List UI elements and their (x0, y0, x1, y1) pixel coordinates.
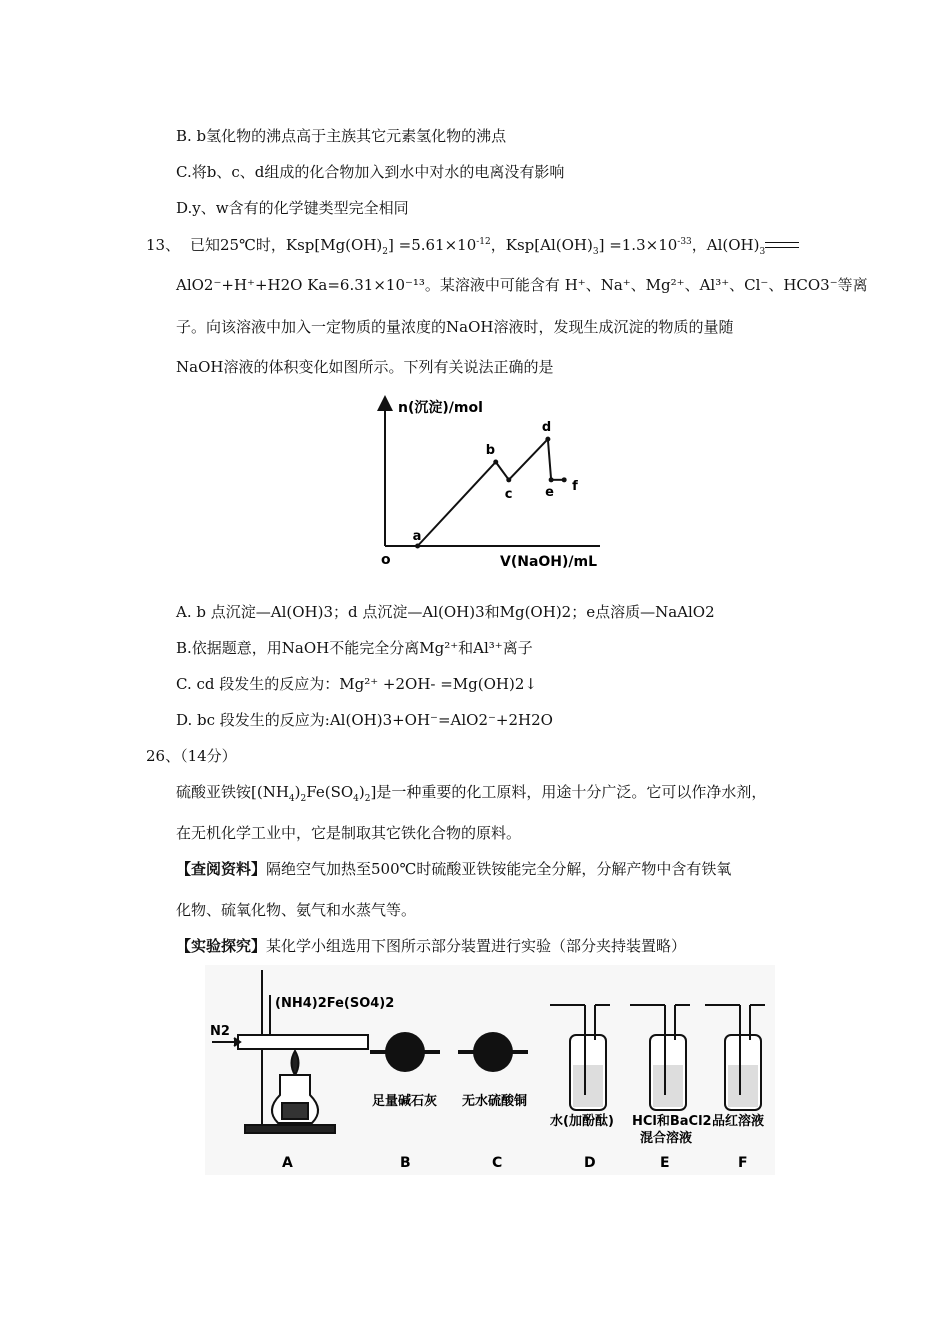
q12-option-c: C.将b、c、d组成的化合物加入到水中对水的电离没有影响 (176, 163, 565, 181)
origin-label: o (381, 552, 391, 568)
q12-option-b: B. b氢化物的沸点高于主族其它元素氢化物的沸点 (176, 127, 507, 145)
q13-line1: 已知25℃时，$Ksp[Mg(OH)_2] =5.61\times 10^{-12}$，$Ksp[Al(OH)_3] =1.3\times 10^{-33}$，$Al(OH)_3$ (190, 235, 799, 255)
e-caption-2: 混合溶液 (640, 1131, 693, 1146)
point-d (545, 437, 550, 442)
f-caption: 品红溶液 (712, 1114, 765, 1129)
label-c: C (492, 1155, 503, 1171)
q26-paragraph-5: 【实验探究】某化学小组选用下图所示部分装置进行实验（部分夹持装置略） (176, 937, 687, 955)
q13-option-a: A. b 点沉淀—Al(OH)3；d 点沉淀—Al(OH)3和Mg(OH)2；e点溶质—NaAlO2 (176, 603, 715, 621)
n2-label: N2 (210, 1024, 230, 1039)
q13-line4: NaOH溶液的体积变化如图所示。下列有关说法正确的是 (176, 358, 554, 376)
point-a (415, 544, 420, 549)
q26-paragraph-4: 化物、硫氧化物、氨气和水蒸气等。 (176, 901, 417, 919)
c-caption: 无水硫酸铜 (462, 1094, 528, 1109)
point-e (549, 477, 554, 482)
precipitate-chart (372, 393, 612, 578)
q13-option-d: D. bc 段发生的反应为:Al(OH)3+OH⁻=AlO2⁻+2H2O (176, 711, 553, 729)
point-label-e: e (545, 484, 554, 500)
q26-paragraph-2: 在无机化学工业中，它是制取其它铁化合物的原料。 (176, 824, 522, 842)
label-e: E (660, 1155, 670, 1171)
point-label-f: f (572, 478, 578, 494)
e-caption-1: HCl和BaCl2 (632, 1114, 712, 1129)
label-f: F (738, 1155, 748, 1171)
point-b (493, 460, 498, 465)
q26-paragraph-3: 【查阅资料】隔绝空气加热至500℃时硫酸亚铁铵能完全分解，分解产物中含有铁氧 (176, 860, 732, 878)
q13-option-b: B.依据题意，用NaOH不能完全分离Mg²⁺和Al³⁺离子 (176, 639, 533, 657)
apparatus-figure (200, 965, 780, 1180)
point-c (506, 477, 511, 482)
point-label-b: b (485, 443, 496, 458)
label-b: B (400, 1155, 411, 1171)
y-axis-label: n(沉淀)/mol (398, 400, 483, 416)
label-a: A (282, 1155, 293, 1171)
equilibrium-arrow-icon (765, 241, 799, 251)
series-line (418, 439, 552, 546)
q13-line2: AlO2⁻+H⁺+H2O Ka=6.31×10⁻¹³。某溶液中可能含有 H⁺、Na⁺、Mg²⁺、Al³⁺、Cl⁻、HCO3⁻等离 (176, 276, 868, 294)
point-label-d: d (541, 420, 552, 436)
point-label-a: a (412, 529, 422, 544)
reagent-label: (NH4)2Fe(SO4)2 (275, 996, 395, 1011)
q26-paragraph-1: 硫酸亚铁铵$[(NH_4)_2Fe(SO_4)_2]$是一种重要的化工原料，用途十分广泛。它可以作净水剂， (176, 783, 767, 804)
q13-line3: 子。向该溶液中加入一定物质的量浓度的NaOH溶液时，发现生成沉淀的物质的量随 (176, 318, 734, 336)
q13-option-c: C. cd 段发生的反应为：Mg²⁺ +2OH- =Mg(OH)2↓ (176, 675, 537, 693)
q12-option-d: D.y、w含有的化学键类型完全相同 (176, 199, 409, 217)
point-f (562, 477, 567, 482)
q13-number: 13、 (146, 236, 181, 254)
point-label-c: c (504, 486, 513, 502)
q26-header: 26、（14分） (146, 747, 237, 765)
x-axis-label: V(NaOH)/mL (500, 554, 598, 570)
d-caption: 水(加酚酞) (550, 1114, 614, 1129)
label-d: D (584, 1155, 596, 1171)
b-caption: 足量碱石灰 (372, 1094, 438, 1109)
